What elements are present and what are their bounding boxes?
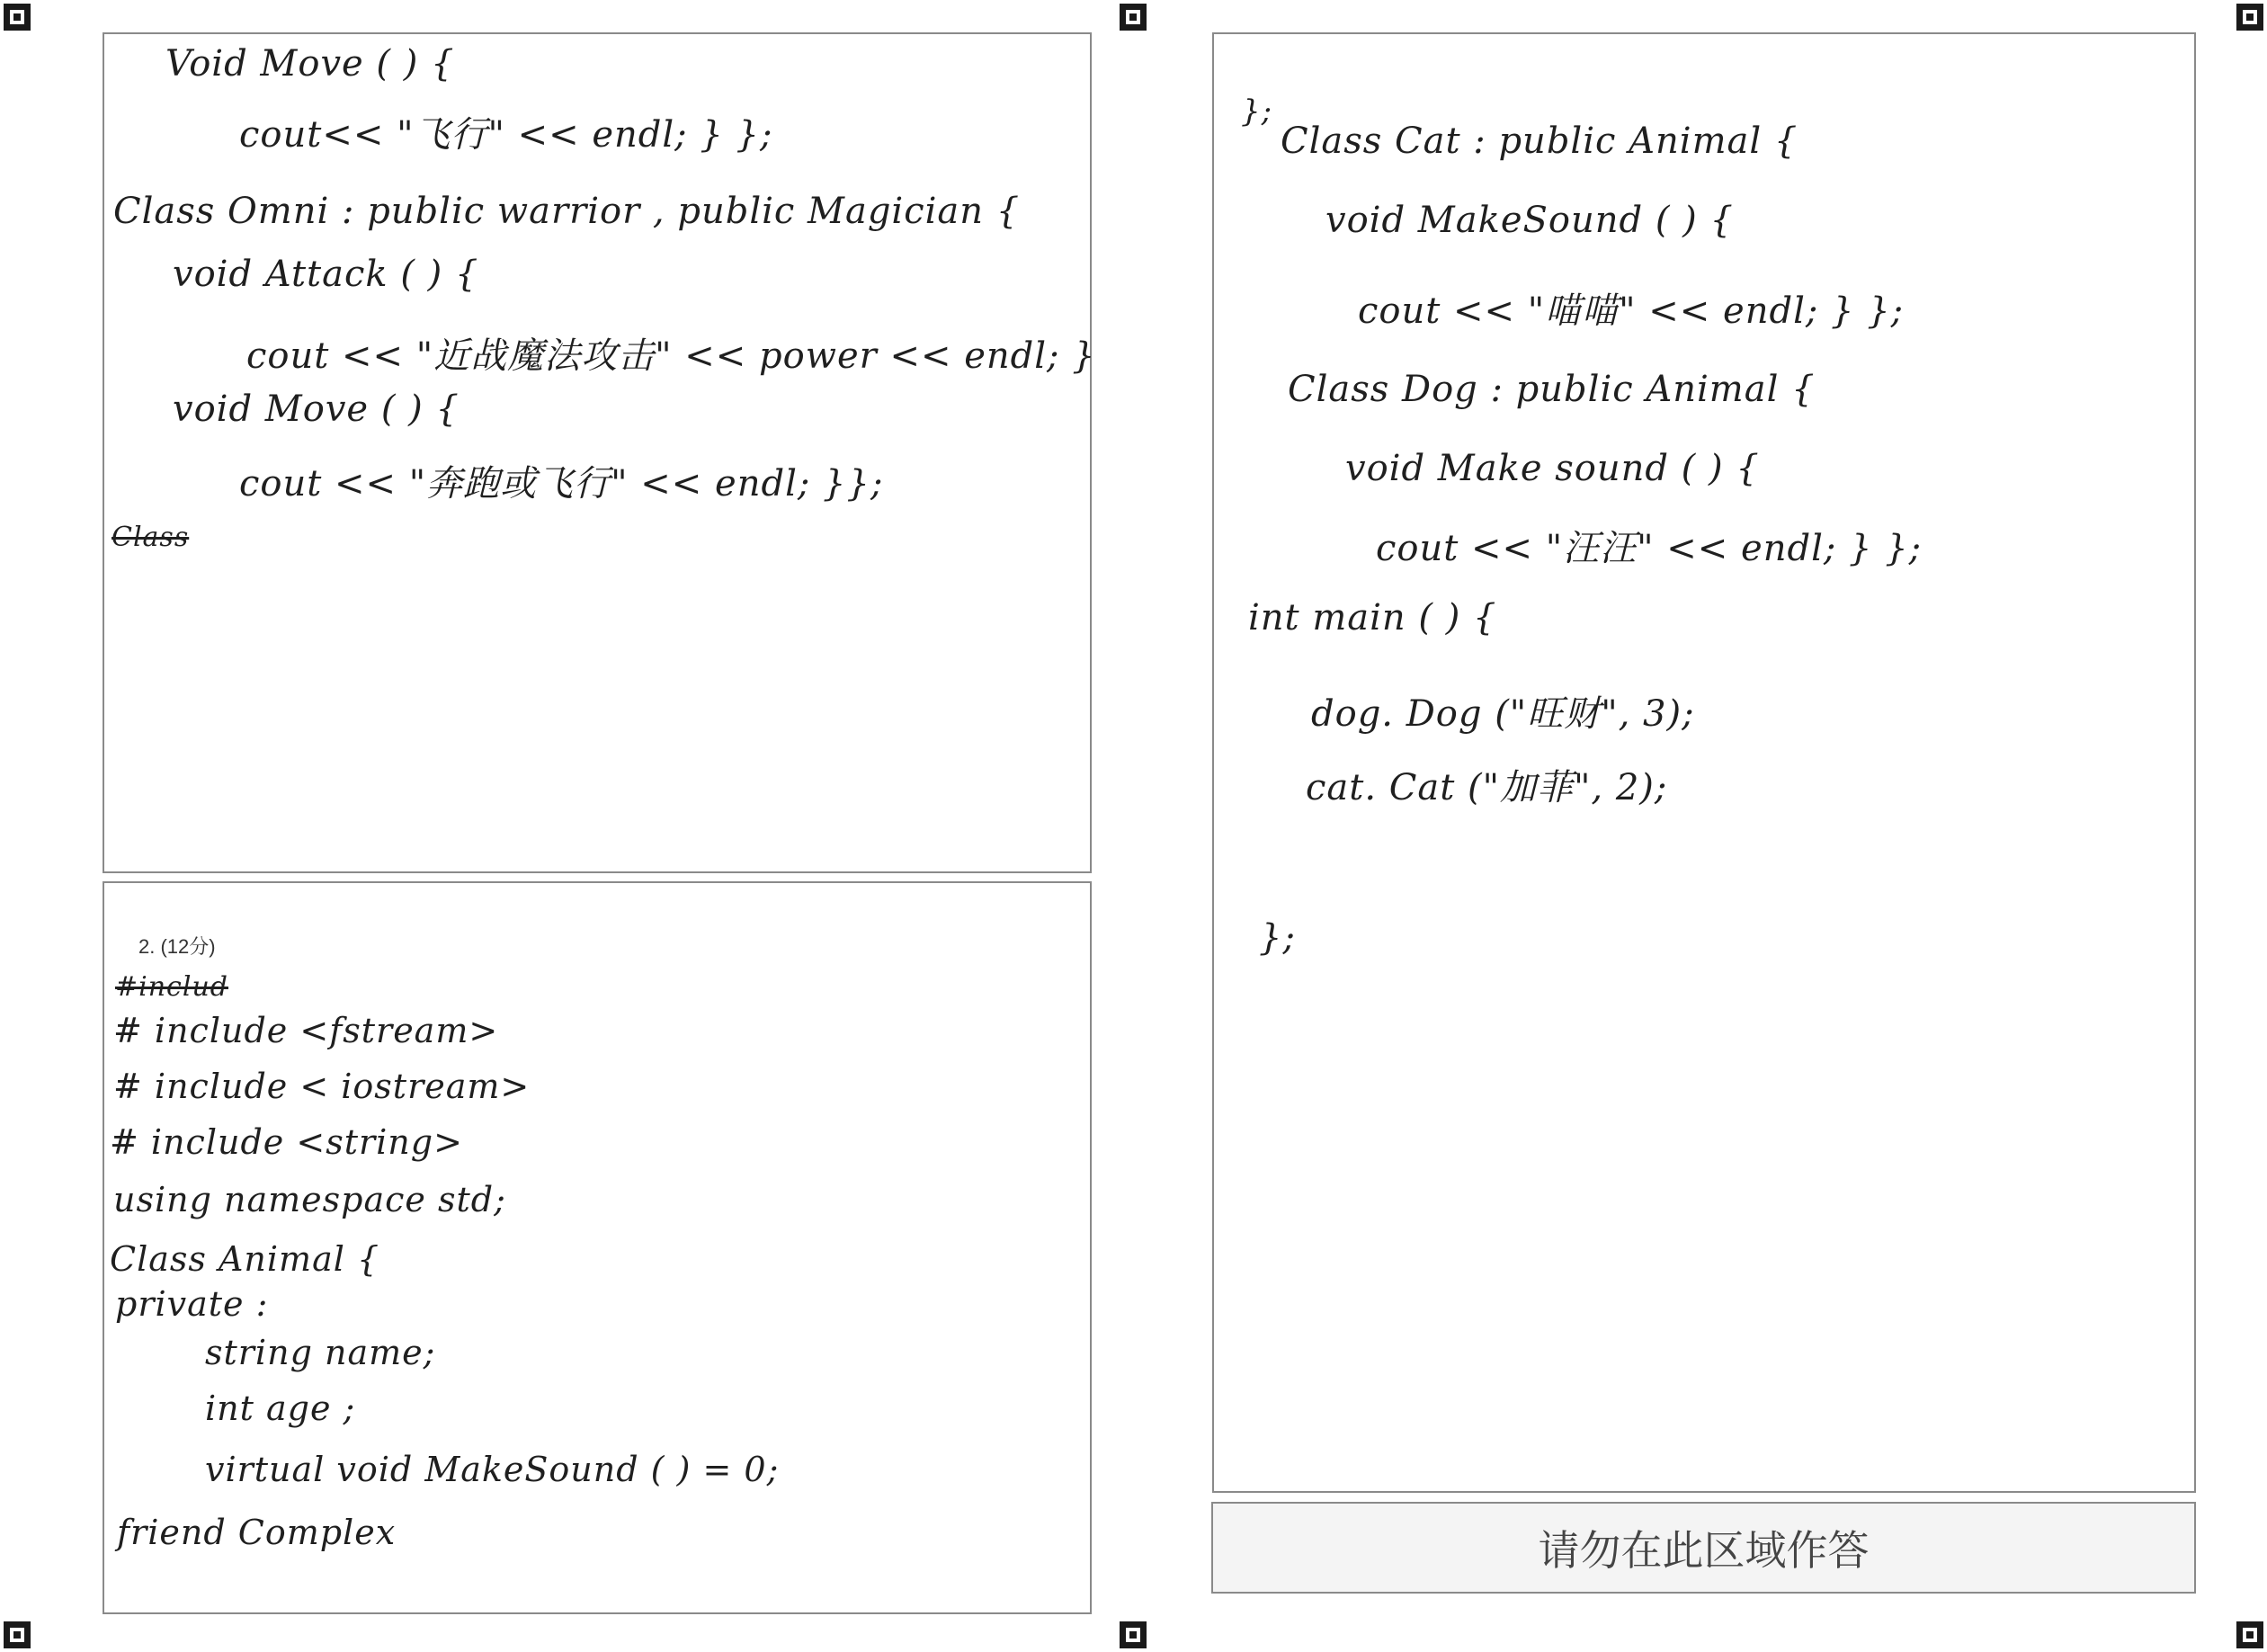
handwritten-line: cout << "奔跑或飞行" << endl; }}; xyxy=(239,463,884,505)
handwritten-line: cout<< "飞行" << endl; } }; xyxy=(239,114,773,156)
handwritten-line: cout << "汪汪" << endl; } }; xyxy=(1376,528,1923,569)
registration-marker-bottom-center xyxy=(1120,1621,1147,1648)
handwritten-line: Void Move ( ) { xyxy=(165,43,455,85)
handwritten-line: void Attack ( ) { xyxy=(173,254,479,295)
answer-box-top-left xyxy=(103,32,1092,873)
handwritten-line: cat. Cat ("加菲", 2); xyxy=(1306,767,1668,808)
registration-marker-top-center xyxy=(1120,4,1147,31)
handwritten-line: # include <fstream> xyxy=(113,1011,499,1050)
handwritten-line: void Move ( ) { xyxy=(173,388,460,430)
handwritten-line: int age ; xyxy=(205,1389,356,1428)
handwritten-line: cout << "喵喵" << endl; } }; xyxy=(1358,290,1905,332)
registration-marker-top-right xyxy=(2236,4,2263,31)
handwritten-line: void MakeSound ( ) { xyxy=(1325,200,1734,241)
crossed-out-text: Class xyxy=(112,522,190,553)
handwritten-line: using namespace std; xyxy=(113,1180,506,1219)
registration-marker-bottom-left xyxy=(4,1621,31,1648)
handwritten-line: friend Complex xyxy=(117,1513,397,1552)
handwritten-line: private : xyxy=(115,1284,269,1324)
handwritten-line: Class Cat : public Animal { xyxy=(1281,121,1798,162)
handwritten-line: Class Omni : public warrior , public Magician { xyxy=(113,191,1021,232)
crossed-out-text: #includ xyxy=(115,971,228,1003)
question-label: 2. (12分) xyxy=(138,935,216,958)
do-not-answer-notice: 请勿在此区域作答 xyxy=(1211,1502,2196,1594)
handwritten-line: void Make sound ( ) { xyxy=(1345,448,1760,489)
handwritten-line: string name; xyxy=(205,1333,436,1372)
registration-marker-top-left xyxy=(4,4,31,31)
handwritten-line: int main ( ) { xyxy=(1248,597,1497,638)
handwritten-line: }; xyxy=(1259,917,1296,959)
handwritten-line: Class Animal { xyxy=(110,1239,380,1279)
handwritten-line: cout << "近战魔法攻击" << power << endl; } xyxy=(246,335,1096,377)
handwritten-line: # include < iostream> xyxy=(113,1067,531,1106)
handwritten-line: # include <string> xyxy=(110,1122,463,1162)
handwritten-line: virtual void MakeSound ( ) = 0; xyxy=(205,1450,780,1489)
registration-marker-bottom-right xyxy=(2236,1621,2263,1648)
handwritten-line: Class Dog : public Animal { xyxy=(1288,369,1816,410)
handwritten-line: }; xyxy=(1241,94,1273,129)
handwritten-line: dog. Dog ("旺财", 3); xyxy=(1311,693,1695,735)
